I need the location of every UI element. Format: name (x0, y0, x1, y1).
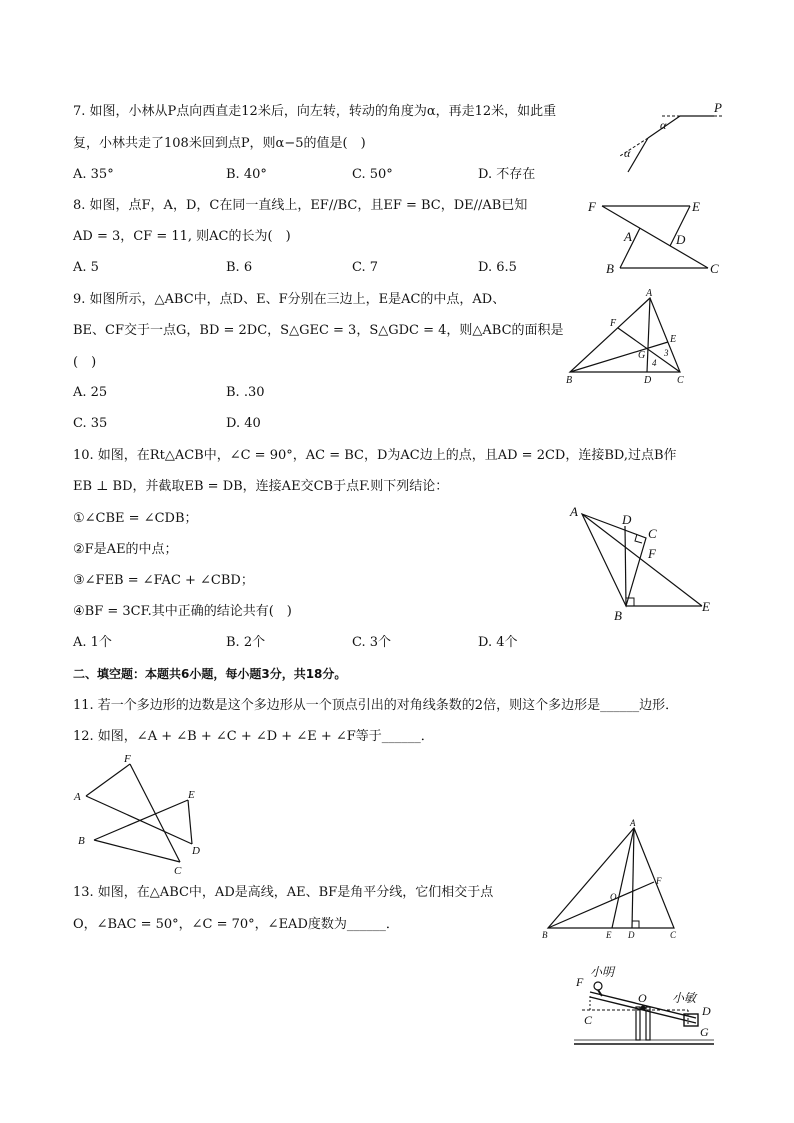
q9-label-a: A (646, 288, 653, 299)
q13-label-d: D (628, 930, 635, 940)
q10-label-c: C (648, 526, 657, 541)
q8-label-d: D (676, 232, 686, 247)
seesaw-label-xiaoming: 小明 (590, 965, 615, 979)
q10-conclusion-4: ④BF = 3CF.其中正确的结论共有( ) (73, 604, 292, 619)
q9-option-a: A. 25 (73, 385, 108, 400)
seesaw-figure (568, 960, 728, 1052)
q10-option-c: C. 3个 (352, 635, 392, 650)
q10-line1: 10. 如图，在Rt△ACB中，∠C = 90°，AC = BC，D为AC边上的点，且AD = 2CD，连接BD,过点B作 (73, 448, 677, 463)
q7-option-c: C. 50° (352, 167, 393, 182)
q9-label-d: D (644, 375, 652, 386)
q9-label-c: C (677, 375, 684, 386)
q13-label-e: E (606, 930, 612, 940)
q8-line1: 8. 如图，点F，A，D，C在同一直线上，EF//BC，且EF = BC，DE//AB已知 (73, 198, 528, 213)
q12-label-e: E (188, 789, 195, 801)
q13-segment-ad (632, 828, 634, 928)
q7-label-alpha-1: α (660, 118, 667, 132)
q7-option-d: D. 不存在 (478, 167, 536, 182)
q12-label-c: C (174, 865, 182, 877)
q9-figure (560, 288, 700, 388)
q13-line2: O，∠BAC = 50°，∠C = 70°，∠EAD度数为______． (73, 917, 399, 932)
seesaw-label-d: D (702, 1004, 711, 1018)
q7-option-a: A. 35° (73, 167, 114, 182)
q8-option-a: A. 5 (73, 260, 99, 275)
q8-option-d: D. 6.5 (478, 260, 517, 275)
q12-segment-fa (86, 764, 130, 796)
q10-label-b: B (614, 608, 622, 623)
q7-label-alpha-2: α (624, 146, 631, 160)
q12-text: 12. 如图，∠A + ∠B + ∠C + ∠D + ∠E + ∠F等于______． (73, 729, 434, 744)
q9-label-b: B (566, 375, 573, 386)
seesaw-pivot (641, 1006, 646, 1011)
q8-option-b: B. 6 (226, 260, 253, 275)
q10-conclusion-1: ①∠CBE = ∠CDB； (73, 511, 198, 526)
q8-figure (586, 198, 726, 278)
q12-segment-fc (130, 764, 180, 862)
q8-label-f: F (588, 199, 596, 214)
q13-figure (538, 818, 688, 940)
q8-label-b: B (606, 261, 614, 276)
seesaw-label-g: G (700, 1025, 709, 1039)
q10-label-f: F (648, 546, 656, 561)
q9-label-e: E (670, 334, 677, 345)
q7-line2: 复，小林共走了108米回到点P，则α−5的值是( ) (73, 136, 366, 151)
q10-figure (566, 500, 716, 626)
q10-label-d: D (622, 512, 632, 527)
q8-option-c: C. 7 (352, 260, 379, 275)
seesaw-person-left (594, 982, 602, 990)
q13-label-a: A (630, 818, 636, 828)
seesaw-post-right (646, 1007, 650, 1040)
q12-label-f: F (124, 753, 131, 765)
q9-option-d: D. 40 (226, 416, 261, 431)
q9-label-g: G (638, 350, 646, 361)
q13-label-o: O (610, 892, 617, 902)
q8-segment-fc (602, 206, 708, 268)
q10-line2: EB ⊥ BD，并截取EB = DB，连接AE交CB于点F.则下列结论： (73, 479, 449, 494)
q9-label-f: F (610, 318, 617, 329)
q7-option-b: B. 40° (226, 167, 267, 182)
q8-label-e: E (692, 199, 700, 214)
q10-option-a: A. 1个 (73, 635, 112, 650)
q10-option-d: D. 4个 (478, 635, 518, 650)
q7-label-p: P (714, 100, 722, 115)
q9-line1: 9. 如图所示，△ABC中，点D、E、F分别在三边上，E是AC的中点，AD、 (73, 292, 506, 307)
q10-label-a: A (570, 504, 578, 519)
q9-line3: ( ) (73, 355, 97, 370)
q11-text: 11. 若一个多边形的边数是这个多边形从一个顶点引出的对角线条数的2倍，则这个多边形是______边形． (73, 698, 679, 713)
q8-line2: AD = 3，CF = 11, 则AC的长为( ) (73, 229, 291, 244)
q13-label-f: F (656, 876, 662, 886)
q12-label-b: B (78, 835, 85, 847)
q13-right-angle-d (632, 921, 639, 928)
q13-label-b: B (542, 930, 548, 940)
q12-segment-ed (188, 800, 192, 844)
q10-conclusion-2: ②F是AE的中点； (73, 542, 178, 557)
q10-option-b: B. 2个 (226, 635, 266, 650)
q12-figure (70, 752, 210, 877)
q12-segment-bc (94, 840, 180, 862)
seesaw-post-left (636, 1007, 640, 1040)
q9-line2: BE、CF交于一点G，BD = 2DC，S△GEC = 3，S△GDC = 4，则△ABC的面积是 (73, 323, 564, 338)
seesaw-label-c: C (584, 1013, 593, 1027)
q10-segment-ae (582, 514, 702, 606)
q9-segment-ad (647, 298, 650, 372)
q13-label-c: C (670, 930, 677, 940)
q8-label-a: A (624, 229, 632, 244)
q13-line1: 13. 如图，在△ABC中，AD是高线，AE、BF是角平分线，它们相交于点 (73, 885, 494, 900)
q9-option-c: C. 35 (73, 416, 108, 431)
q7-path-segment-3 (628, 138, 648, 172)
q7-line1: 7. 如图，小林从P点向西直走12米后，向左转，转动的角度为α，再走12米，如此重 (73, 104, 557, 119)
seesaw-label-o: O (638, 991, 647, 1005)
q9-label-4: 4 (652, 358, 657, 368)
q10-label-e: E (702, 599, 710, 614)
q10-segment-bd (625, 526, 626, 606)
q7-figure (610, 98, 730, 178)
q10-conclusion-3: ③∠FEB = ∠FAC + ∠CBD； (73, 573, 254, 588)
section-2-heading: 二、填空题：本题共6小题，每小题3分，共18分。 (73, 667, 347, 681)
seesaw-label-f: F (576, 975, 584, 989)
q13-segment-ae (612, 828, 634, 928)
q10-triangle-acb (582, 514, 646, 606)
q8-label-c: C (710, 261, 719, 276)
q12-label-d: D (192, 845, 200, 857)
seesaw-label-xiaomin: 小敏 (672, 991, 697, 1005)
q9-label-3: 3 (664, 348, 669, 358)
q9-option-b: B. .30 (226, 385, 265, 400)
q12-label-a: A (74, 791, 81, 803)
